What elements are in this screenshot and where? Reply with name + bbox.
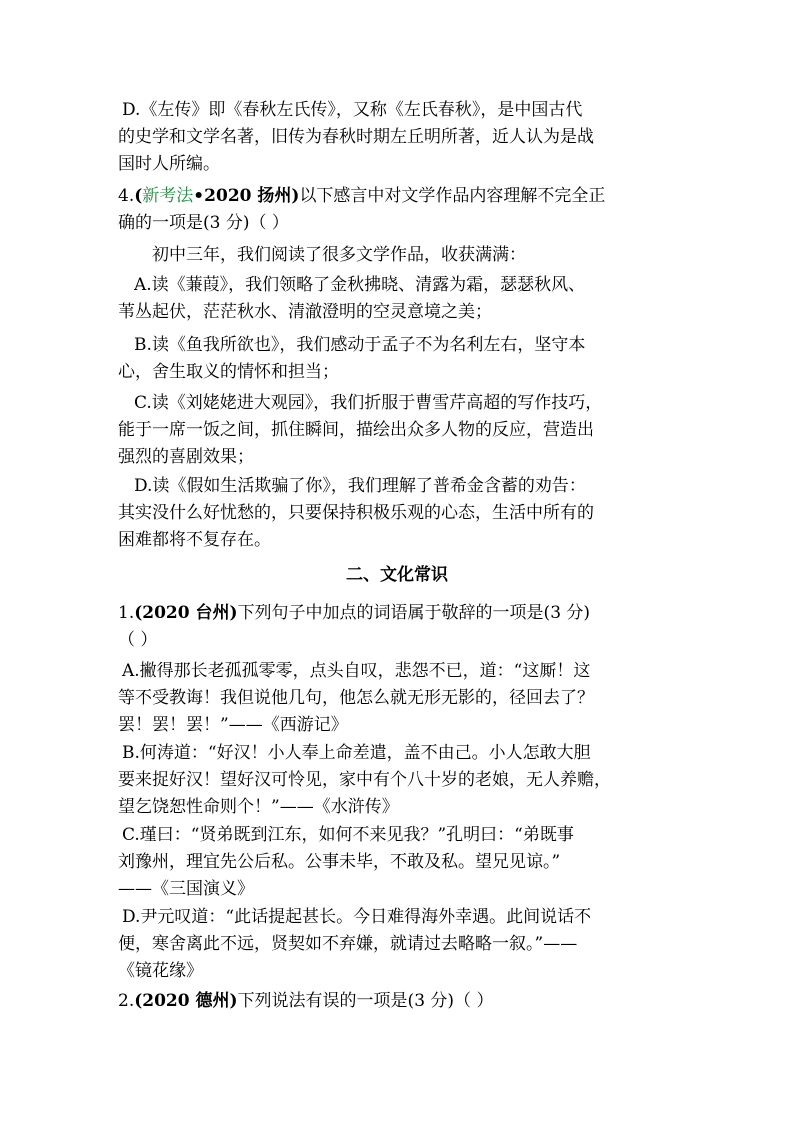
question-number: 2. [118,991,135,1011]
question-4-intro [118,242,676,269]
text-line: B.何涛道：“好汉！小人奉上命差遣，盖不由己。小人怎敢大胆 [122,743,591,763]
text-line: 初中三年，我们阅读了很多文学作品，收获满满： [152,245,526,265]
question-1-option-a [118,658,676,739]
stem-text: 以下感言中对文学作品内容理解不完全正 [299,186,606,206]
question-2 [118,988,676,1015]
question-4-option-a [118,272,676,326]
text-line: （ ） [118,630,158,650]
text-line: 等不受教诲！我但说他几句，他怎么就无形无影的，径回去了？ [118,688,594,708]
text-line: 国时人所编。 [118,154,220,174]
text-line: A.撇得那长老孤孤零零，点头自叹，悲怨不已，道：“这厮！这 [122,661,591,681]
text-line: D.尹元叹道：“此话提起甚长。今日难得海外幸遇。此间说话不 [122,907,592,927]
question-4-option-d [118,473,676,554]
source-region: 2020 扬州 [204,186,292,206]
text-line: B.读《鱼我所欲也》，我们感动于孟子不为名利左右，坚守本 [134,335,586,355]
source-separator: • [193,186,205,206]
text-line: 其实没什么好忧愁的，只要保持积极乐观的心态，生活中所有的 [118,503,594,523]
source-paren-open: ( [134,186,143,206]
text-line: 要来捉好汉！望好汉可怜见，家中有个八十岁的老娘，无人养赡， [118,770,611,790]
source-tag: (2020 德州) [134,991,238,1011]
text-line: 心，舍生取义的情怀和担当； [118,362,339,382]
stem-text: 下列说法有误的一项是(3 分)（ ） [237,991,494,1011]
source-tag: 新考法 [142,186,194,206]
section-heading: 二、文化常识 [346,565,448,585]
question-2-stem [118,988,676,1015]
source-tag: (2020 台州) [134,603,238,623]
text-line: D.读《假如生活欺骗了你》，我们理解了普希金含蓄的劝告： [134,476,586,496]
question-1-option-c [118,822,676,903]
text-line: 望乞饶恕性命则个！”——《水浒传》 [118,797,399,817]
text-line: 的史学和文学名著，旧传为春秋时期左丘明所著，近人认为是战 [118,127,594,147]
question-4-option-c [118,390,676,471]
text-line: 能于一席一饭之间，抓住瞬间，描绘出众多人物的反应，营造出 [118,420,594,440]
question-1 [118,600,676,654]
text-line: 苇丛起伏，茫茫秋水、清澈澄明的空灵意境之美； [118,302,492,322]
stem-text: 下列句子中加点的词语属于敬辞的一项是(3 分) [237,603,591,623]
text-line: 《镜花缘》 [118,961,203,981]
text-line: 困难都将不复存在。 [118,530,271,550]
question-1-stem [118,600,676,627]
question-1-option-b [118,740,676,821]
text-line: A.读《蒹葭》，我们领略了金秋拂晓、清露为霜，瑟瑟秋风、 [134,275,586,295]
question-4 [118,183,676,237]
question-number: 4. [118,186,135,206]
source-paren-close: ) [291,186,300,206]
text-line: C.瑾曰：“贤弟既到江东，如何不来见我？”孔明曰：“弟既事 [122,825,574,845]
question-1-option-d [118,904,676,985]
text-line: 强烈的喜剧效果； [118,447,254,467]
text-line: 罢！罢！罢！”——《西游记》 [118,715,348,735]
prev-option-d [118,97,676,178]
text-line: C.读《刘姥姥进大观园》，我们折服于曹雪芹高超的写作技巧， [134,393,603,413]
text-line: 刘豫州，理宜先公后私。公事未毕，不敢及私。望兄见谅。” [118,852,561,872]
question-4-option-b [118,332,676,386]
text-line: 便，寒舍离此不远，贤契如不弃嫌，就请过去略略一叙。”—— [118,934,578,954]
text-line: D.《左传》即《春秋左氏传》，又称《左氏春秋》，是中国古代 [122,100,583,120]
question-number: 1. [118,603,135,623]
text-line: ——《三国演义》 [118,879,254,899]
question-4-stem [118,183,676,210]
text-line: 确的一项是(3 分)（ ） [118,213,289,233]
